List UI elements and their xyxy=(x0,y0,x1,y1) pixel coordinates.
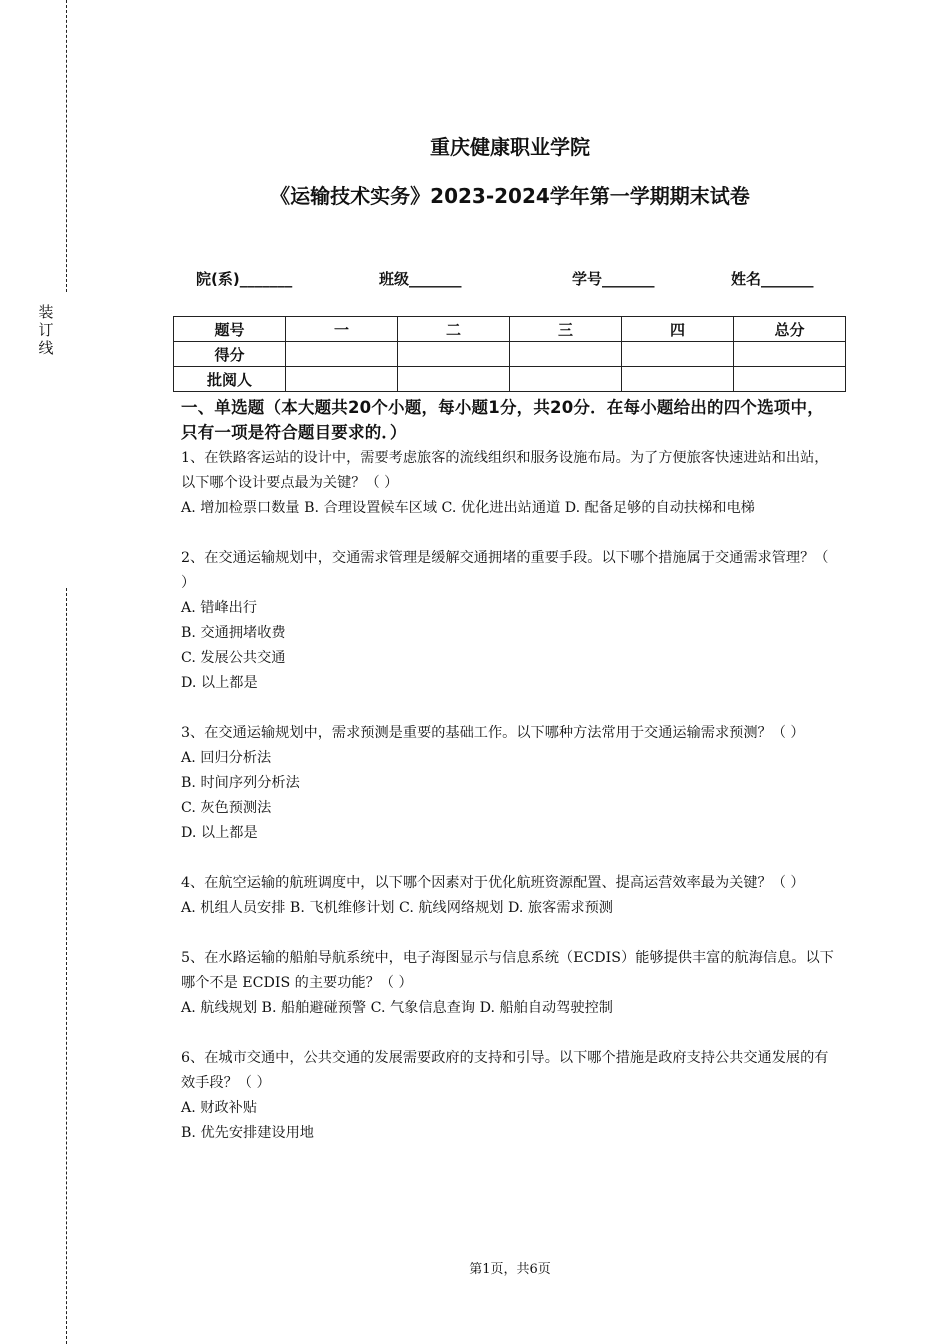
binding-label-char: 装 xyxy=(38,303,54,321)
name-field: 姓名_______ xyxy=(731,270,814,288)
question-option: C. 发展公共交通 xyxy=(181,650,286,666)
question-option: C. 灰色预测法 xyxy=(181,800,272,816)
table-cell: 一 xyxy=(286,317,398,342)
question-option: A. 航线规划 B. 船舶避碰预警 C. 气象信息查询 D. 船舶自动驾驶控制 xyxy=(181,1000,613,1016)
table-cell xyxy=(510,342,622,367)
question xyxy=(181,871,839,921)
table-cell xyxy=(398,342,510,367)
table-cell xyxy=(622,342,734,367)
binding-label-char: 线 xyxy=(38,339,54,357)
table-cell xyxy=(398,367,510,392)
table-cell: 总分 xyxy=(734,317,846,342)
table-cell: 批阅人 xyxy=(174,367,286,392)
question-option: A. 机组人员安排 B. 飞机维修计划 C. 航线网络规划 D. 旅客需求预测 xyxy=(181,900,613,916)
exam-content xyxy=(181,395,839,1171)
score-table-header-row xyxy=(174,317,846,342)
section-heading: 一、单选题（本大题共20个小题，每小题1分，共20分．在每小题给出的四个选项中，只有一项是符合题目要求的．） xyxy=(181,398,824,442)
question-stem: 4、在航空运输的航班调度中，以下哪个因素对于优化航班资源配置、提高运营效率最为关键？（ ） xyxy=(181,875,805,891)
question-stem: 5、在水路运输的船舶导航系统中，电子海图显示与信息系统（ECDIS）能够提供丰富的航海信息。以下哪个不是 ECDIS 的主要功能？（ ） xyxy=(181,950,834,991)
department-field: 院(系)_______ xyxy=(196,270,293,288)
question-option: B. 时间序列分析法 xyxy=(181,775,300,791)
table-cell: 三 xyxy=(510,317,622,342)
question xyxy=(181,546,839,696)
question-option: D. 以上都是 xyxy=(181,675,258,691)
question xyxy=(181,946,839,1021)
table-cell xyxy=(286,367,398,392)
question-option: A. 回归分析法 xyxy=(181,750,272,766)
question xyxy=(181,721,839,846)
question-stem: 3、在交通运输规划中，需求预测是重要的基础工作。以下哪种方法常用于交通运输需求预测？（ ） xyxy=(181,725,805,741)
table-cell: 二 xyxy=(398,317,510,342)
question-option: D. 以上都是 xyxy=(181,825,258,841)
binding-label xyxy=(36,303,56,357)
question xyxy=(181,446,839,521)
class-field: 班级_______ xyxy=(379,270,462,288)
question-option: B. 优先安排建设用地 xyxy=(181,1125,314,1141)
table-cell: 四 xyxy=(622,317,734,342)
student-info-row xyxy=(196,268,826,292)
binding-label-char: 订 xyxy=(38,321,54,339)
question-option: B. 交通拥堵收费 xyxy=(181,625,286,641)
binding-line-bottom xyxy=(66,588,67,1344)
table-cell xyxy=(510,367,622,392)
exam-title: 《运输技术实务》2023-2024学年第一学期期末试卷 xyxy=(270,184,750,208)
table-cell xyxy=(286,342,398,367)
table-row xyxy=(174,367,846,392)
table-cell xyxy=(622,367,734,392)
table-cell: 得分 xyxy=(174,342,286,367)
question-option: A. 增加检票口数量 B. 合理设置候车区域 C. 优化进出站通道 D. 配备足够的自动扶梯和电梯 xyxy=(181,500,755,516)
question-stem: 1、在铁路客运站的设计中，需要考虑旅客的流线组织和服务设施布局。为了方便旅客快速进站和出站，以下哪个设计要点最为关键？（ ） xyxy=(181,450,829,491)
question-option: A. 错峰出行 xyxy=(181,600,258,616)
table-cell xyxy=(734,342,846,367)
question-stem: 2、在交通运输规划中，交通需求管理是缓解交通拥堵的重要手段。以下哪个措施属于交通需求管理？（ ） xyxy=(181,550,829,591)
table-row xyxy=(174,342,846,367)
school-name: 重庆健康职业学院 xyxy=(430,135,590,159)
question-option: A. 财政补贴 xyxy=(181,1100,258,1116)
student-id-field: 学号_______ xyxy=(572,270,655,288)
score-table xyxy=(173,316,846,392)
question-stem: 6、在城市交通中，公共交通的发展需要政府的支持和引导。以下哪个措施是政府支持公共交通发展的有效手段？（ ） xyxy=(181,1050,829,1091)
page-footer: 第1页，共6页 xyxy=(469,1262,551,1277)
table-cell: 题号 xyxy=(174,317,286,342)
table-cell xyxy=(734,367,846,392)
question xyxy=(181,1046,839,1146)
